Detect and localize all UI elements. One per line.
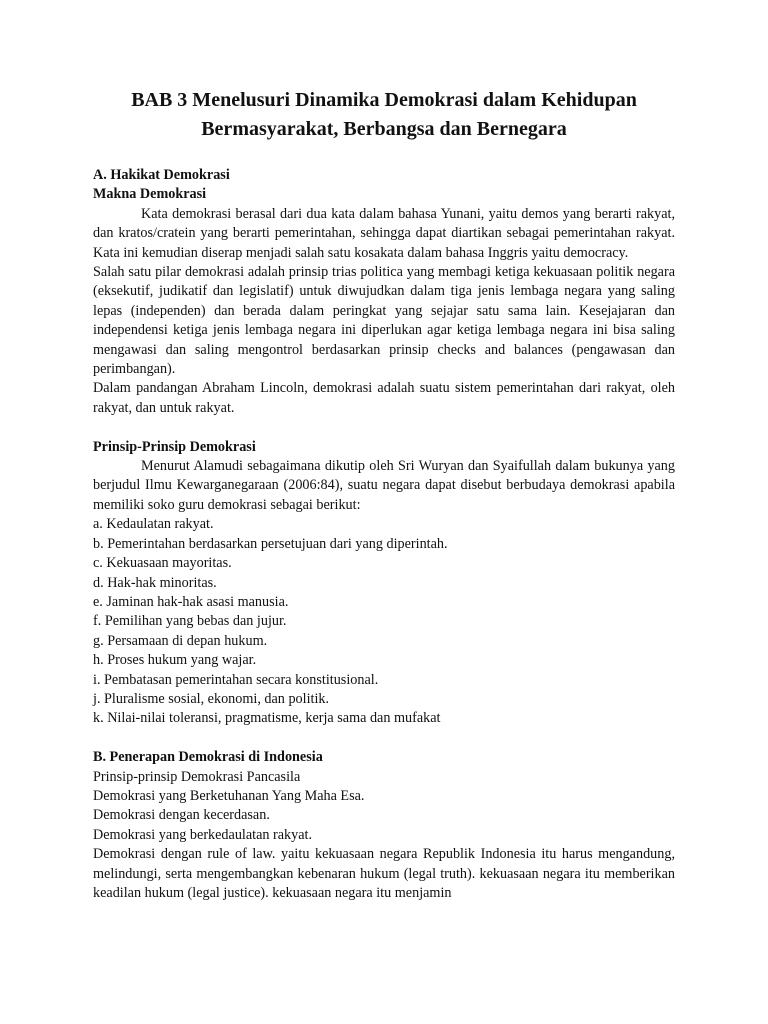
list-item: a. Kedaulatan rakyat. <box>93 516 214 533</box>
paragraph: Kata demokrasi berasal dari dua kata dalam bahasa Yunani, yaitu demos yang berarti rakyat, dan kratos/cratein yang berarti pemerintahan, sehingga dapat diartikan sebagai pemerintahan rakyat. Kata ini kemudian diserap menjadi salah satu kosakata dalam bahasa Inggris yaitu democracy. <box>93 205 675 261</box>
page-title <box>93 86 675 144</box>
list-item: b. Pemerintahan berdasarkan persetujuan dari yang diperintah. <box>93 535 448 552</box>
text-line: Demokrasi yang Berketuhanan Yang Maha Esa. <box>93 787 365 804</box>
list-item: j. Pluralisme sosial, ekonomi, dan politik. <box>93 690 330 707</box>
makna-demokrasi-heading: Makna Demokrasi <box>93 186 207 203</box>
prinsip-heading: Prinsip-Prinsip Demokrasi <box>93 438 256 455</box>
section-b-heading: B. Penerapan Demokrasi di Indonesia <box>93 749 323 766</box>
list-item: h. Proses hukum yang wajar. <box>93 652 257 669</box>
spacer <box>93 729 675 748</box>
text-line: Demokrasi yang berkedaulatan rakyat. <box>93 826 313 843</box>
list-item: f. Pemilihan yang bebas dan jujur. <box>93 613 287 630</box>
title-line-2: Bermasyarakat, Berbangsa dan Bernegara <box>201 118 567 140</box>
paragraph: Menurut Alamudi sebagaimana dikutip oleh Sri Wuryan dan Syaifullah dalam bukunya yang berjudul Ilmu Kewarganegaraan (2006:84), suatu negara dapat disebut berbudaya demokrasi apabila memiliki soko guru demokrasi sebagai berikut: <box>93 458 675 513</box>
paragraph: Demokrasi dengan rule of law. yaitu kekuasaan negara Republik Indonesia itu harus mengandung, melindungi, serta mengembangkan kebenaran hukum (legal truth). kekuasaan negara itu memberikan keadilan hukum (legal justice). kekuasaan negara itu menjamin <box>93 846 675 901</box>
document-page <box>93 86 675 903</box>
paragraph: Dalam pandangan Abraham Lincoln, demokrasi adalah suatu sistem pemerintahan dari rakyat, oleh rakyat, dan untuk rakyat. <box>93 380 675 416</box>
spacer <box>93 418 675 437</box>
title-line-1: BAB 3 Menelusuri Dinamika Demokrasi dalam Kehidupan <box>131 89 637 111</box>
text-line: Prinsip-prinsip Demokrasi Pancasila <box>93 768 301 785</box>
prinsip-list <box>93 515 675 728</box>
list-item: d. Hak-hak minoritas. <box>93 574 217 591</box>
list-item: k. Nilai-nilai toleransi, pragmatisme, kerja sama dan mufakat <box>93 710 441 727</box>
list-item: e. Jaminan hak-hak asasi manusia. <box>93 593 289 610</box>
list-item: g. Persamaan di depan hukum. <box>93 632 268 649</box>
document-body <box>93 166 675 903</box>
paragraph: Salah satu pilar demokrasi adalah prinsip trias politica yang membagi ketiga kekuasaan politik negara (eksekutif, judikatif dan legislatif) untuk diwujudkan dalam tiga jenis lembaga negara yang saling lepas (independen) dan berada dalam peringkat yang sejajar satu sama lain. Kesejajaran dan independensi ketiga jenis lembaga negara ini diperlukan agar ketiga lembaga negara ini bisa saling mengawasi dan saling mengontrol berdasarkan prinsip checks and balances (pengawasan dan perimbangan). <box>93 264 675 378</box>
text-line: Demokrasi dengan kecerdasan. <box>93 807 270 824</box>
list-item: i. Pembatasan pemerintahan secara konstitusional. <box>93 671 379 688</box>
list-item: c. Kekuasaan mayoritas. <box>93 555 232 572</box>
section-a-heading: A. Hakikat Demokrasi <box>93 167 230 183</box>
